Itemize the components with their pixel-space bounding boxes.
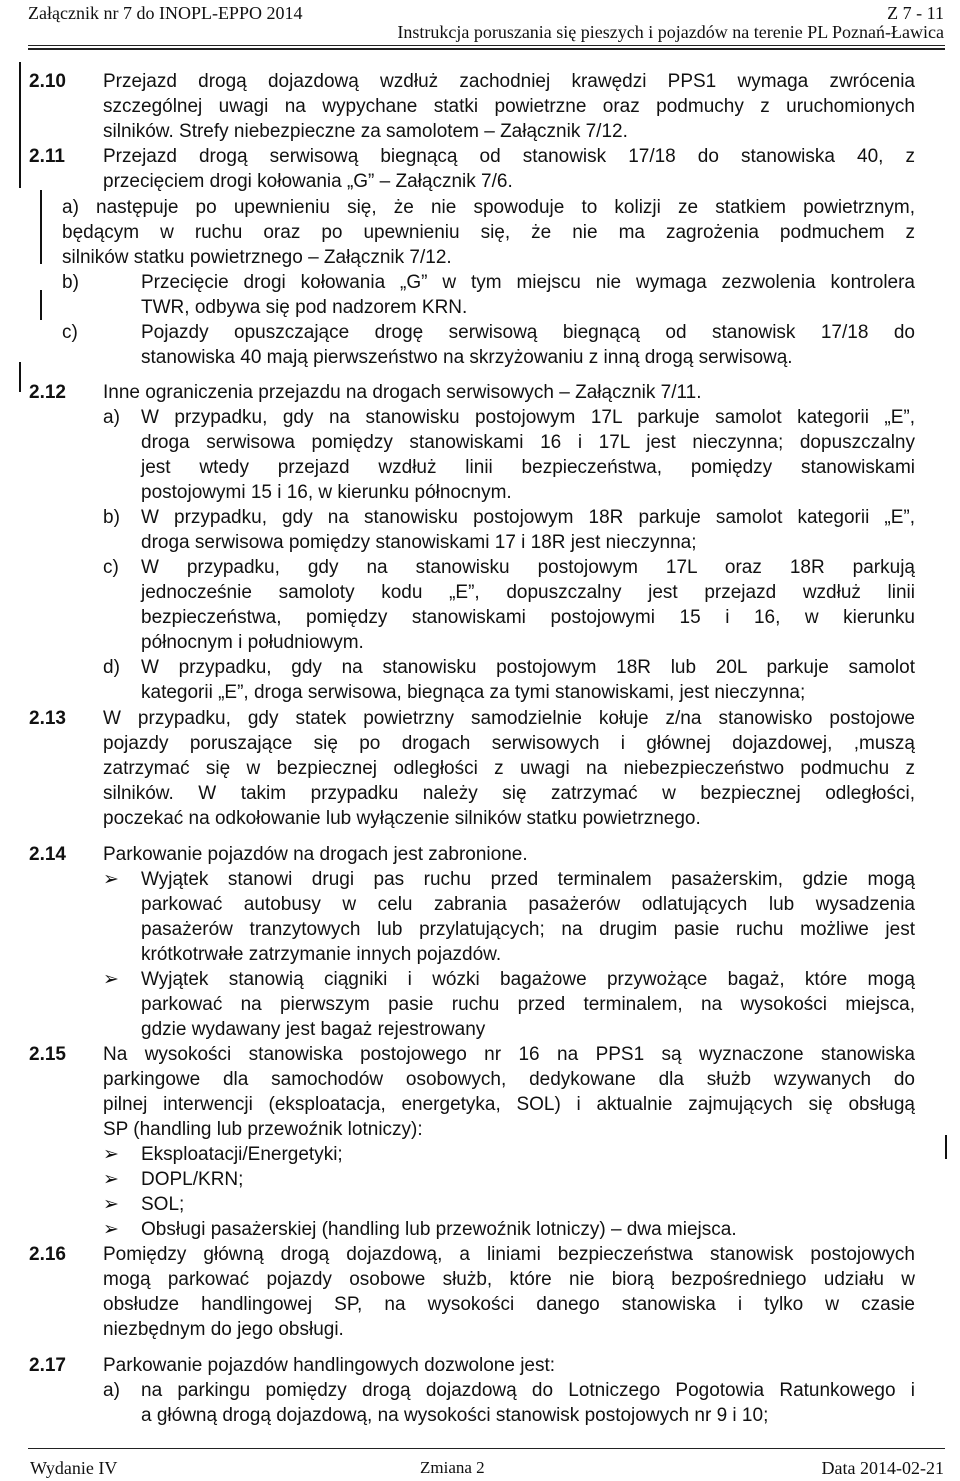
- section-text-line: niezbędnym do jego obsługi.: [103, 1319, 344, 1340]
- list-item-text: TWR, odbywa się pod nadzorem KRN.: [141, 297, 468, 318]
- section-number: 2.10: [29, 71, 66, 92]
- list-item-text: Obsługi pasażerskiej (handling lub przewoźnik lotniczy) – dwa miejsca.: [141, 1219, 737, 1240]
- section-text-line: W przypadku, gdy statek powietrzny samodzielnie kołuje z/na stanowisko postojowe: [103, 708, 915, 729]
- list-item-text: parkować na pierwszym pasie ruchu przed terminalem, na wysokości miejsca,: [141, 994, 915, 1015]
- section-text-line: obsłudze handlingowej SP, na wysokości danego stanowiska i tylko w czasie: [103, 1294, 915, 1315]
- footer-date: Data 2014-02-21: [821, 1458, 944, 1478]
- section-number: 2.14: [29, 844, 66, 865]
- section-number: 2.17: [29, 1355, 66, 1376]
- footer-edition: Wydanie IV: [30, 1458, 118, 1478]
- bullet-arrow-icon: ➢: [103, 1219, 119, 1240]
- section-title: Parkowanie pojazdów na drogach jest zabronione.: [103, 844, 528, 865]
- header-rule-thick: [28, 48, 945, 50]
- list-item-text: Pojazdy opuszczające drogę serwisową biegnącą od stanowisk 17/18 do: [141, 322, 915, 343]
- list-item-text: postojowymi 15 i 16, w kierunku północnym.: [141, 482, 512, 503]
- list-item-text: Wyjątek stanowi drugi pas ruchu przed terminalem pasażerskim, gdzie mogą: [141, 869, 915, 890]
- list-item-text: a) następuje po upewnieniu się, że nie spowoduje to kolizji ze statkiem powietrznym,: [62, 197, 915, 218]
- section-number: 2.16: [29, 1244, 66, 1265]
- change-bar: [40, 190, 42, 264]
- page-number: Z 7 - 11: [887, 3, 944, 23]
- section-text-line: parkingowe dla samochodów osobowych, dedykowane dla służb wzywanych do: [103, 1069, 915, 1090]
- section-text-line: Przejazd drogą serwisową biegnącą od stanowisk 17/18 do stanowiska 40, z: [103, 146, 915, 167]
- list-item-text: jednocześnie samoloty kodu „E”, dopuszczalny jest przejazd wzdłuż linii: [141, 582, 915, 603]
- list-item-text: północnym i południowym.: [141, 632, 364, 653]
- section-text-line: przecięciem drogi kołowania „G” – Załącznik 7/6.: [103, 171, 513, 192]
- section-title: Inne ograniczenia przejazdu na drogach serwisowych – Załącznik 7/11.: [103, 382, 702, 403]
- list-item-text: gdzie wydawany jest bagaż rejestrowany: [141, 1019, 486, 1040]
- list-item-text: DOPL/KRN;: [141, 1169, 244, 1190]
- list-item-text: pasażerów tranzytowych lub przylatujących; na drugim pasie ruchu możliwe jest: [141, 919, 915, 940]
- section-number: 2.15: [29, 1044, 66, 1065]
- list-item-text: silników statku powietrznego – Załącznik 7/12.: [62, 247, 452, 268]
- list-item-label: c): [103, 557, 119, 578]
- list-item-text: na parkingu pomiędzy drogą dojazdową do Lotniczego Pogotowia Ratunkowego i: [141, 1380, 915, 1401]
- list-item-label: b): [62, 272, 79, 293]
- header-subtitle: Instrukcja poruszania się pieszych i pojazdów na terenie PL Poznań-Ławica: [397, 22, 944, 42]
- list-item-text: jest wtedy przejazd wzdłuż linii bezpieczeństwa, pomiędzy stanowiskami: [141, 457, 915, 478]
- list-item-text: W przypadku, gdy na stanowisku postojowym 18R lub 20L parkuje samolot: [141, 657, 915, 678]
- section-text-line: silników. W takim przypadku należy się zatrzymać w bezpiecznej odległości,: [103, 783, 915, 804]
- footer-rule: [28, 1448, 945, 1449]
- list-item-label: a): [103, 407, 120, 428]
- list-item-text: Wyjątek stanowią ciągniki i wózki bagażowe przywożące bagaż, które mogą: [141, 969, 915, 990]
- section-text-line: pojazdy poruszające się po drogach serwisowych i głównej dojazdowej, ,muszą: [103, 733, 915, 754]
- bullet-arrow-icon: ➢: [103, 969, 119, 990]
- list-item-text: droga serwisowa pomiędzy stanowiskami 16 i 17L jest nieczynna; dopuszczalny: [141, 432, 915, 453]
- list-item-text: krótkotrwałe zatrzymanie innych pojazdów.: [141, 944, 502, 965]
- list-item-text: a główną drogą dojazdową, na wysokości stanowisk postojowych nr 9 i 10;: [141, 1405, 769, 1426]
- list-item-text: Przecięcie drogi kołowania „G” w tym miejscu nie wymaga zezwolenia kontrolera: [141, 272, 915, 293]
- header-rule: [28, 45, 945, 46]
- bullet-arrow-icon: ➢: [103, 1169, 119, 1190]
- section-text-line: Przejazd drogą dojazdową wzdłuż zachodniej krawędzi PPS1 wymaga zwrócenia: [103, 71, 915, 92]
- section-text-line: szczególnej uwagi na wypychane statki powietrzne oraz podmuchy z uruchomionych: [103, 96, 915, 117]
- section-text-line: zatrzymać się w bezpiecznej odległości z uwagi na niebezpieczeństwo podmuchu z: [103, 758, 915, 779]
- section-text-line: poczekać na odkołowanie lub wyłączenie silników statku powietrznego.: [103, 808, 701, 829]
- list-item-label: b): [103, 507, 120, 528]
- list-item-text: kategorii „E”, droga serwisowa, biegnąca za tymi stanowiskami, jest nieczynna;: [141, 682, 806, 703]
- section-title: Parkowanie pojazdów handlingowych dozwolone jest:: [103, 1355, 556, 1376]
- list-item-label: d): [103, 657, 120, 678]
- header-title: Załącznik nr 7 do INOPL-EPPO 2014: [28, 3, 303, 23]
- footer-change: Zmiana 2: [420, 1458, 485, 1477]
- section-text-line: pilnej interwencji (eksploatacja, energetyka, SOL) i aktualnie zajmujących się obsługą: [103, 1094, 915, 1115]
- change-bar: [40, 290, 42, 320]
- list-item-text: droga serwisowa pomiędzy stanowiskami 17 i 18R jest nieczynna;: [141, 532, 697, 553]
- list-item-label: c): [62, 322, 78, 343]
- bullet-arrow-icon: ➢: [103, 1144, 119, 1165]
- section-text-line: silników. Strefy niebezpieczne za samolotem – Załącznik 7/12.: [103, 121, 628, 142]
- bullet-arrow-icon: ➢: [103, 1194, 119, 1215]
- list-item-text: będącym w ruchu oraz po upewnieniu się, że nie ma zagrożenia podmuchem z: [62, 222, 915, 243]
- bullet-arrow-icon: ➢: [103, 869, 119, 890]
- change-bar: [945, 1135, 947, 1159]
- section-text-line: SP (handling lub przewoźnik lotniczy):: [103, 1119, 423, 1140]
- section-text-line: Pomiędzy główną drogą dojazdową, a liniami bezpieczeństwa stanowisk postojowych: [103, 1244, 915, 1265]
- section-text-line: mogą parkować pojazdy osobowe służb, które nie biorą bezpośredniego udziału w: [103, 1269, 915, 1290]
- list-item-text: Eksploatacji/Energetyki;: [141, 1144, 343, 1165]
- section-number: 2.11: [29, 146, 65, 167]
- list-item-label: a): [103, 1380, 120, 1401]
- list-item-text: W przypadku, gdy na stanowisku postojowym 18R parkuje samolot kategorii „E”,: [141, 507, 915, 528]
- list-item-text: bezpieczeństwa, pomiędzy stanowiskami postojowymi 15 i 16, w kierunku: [141, 607, 915, 628]
- section-text-line: Na wysokości stanowiska postojowego nr 16 na PPS1 są wyznaczone stanowiska: [103, 1044, 915, 1065]
- list-item-text: SOL;: [141, 1194, 185, 1215]
- list-item-text: W przypadku, gdy na stanowisku postojowym 17L oraz 18R parkują: [141, 557, 915, 578]
- change-bar: [19, 362, 21, 392]
- section-number: 2.13: [29, 708, 66, 729]
- list-item-text: W przypadku, gdy na stanowisku postojowym 17L parkuje samolot kategorii „E”,: [141, 407, 915, 428]
- section-number: 2.12: [29, 382, 66, 403]
- list-item-text: stanowiska 40 mają pierwszeństwo na skrzyżowaniu z inną drogą serwisową.: [141, 347, 793, 368]
- change-bar: [19, 62, 21, 188]
- list-item-text: parkować autobusy w celu zabrania pasażerów odlatujących lub wysadzenia: [141, 894, 915, 915]
